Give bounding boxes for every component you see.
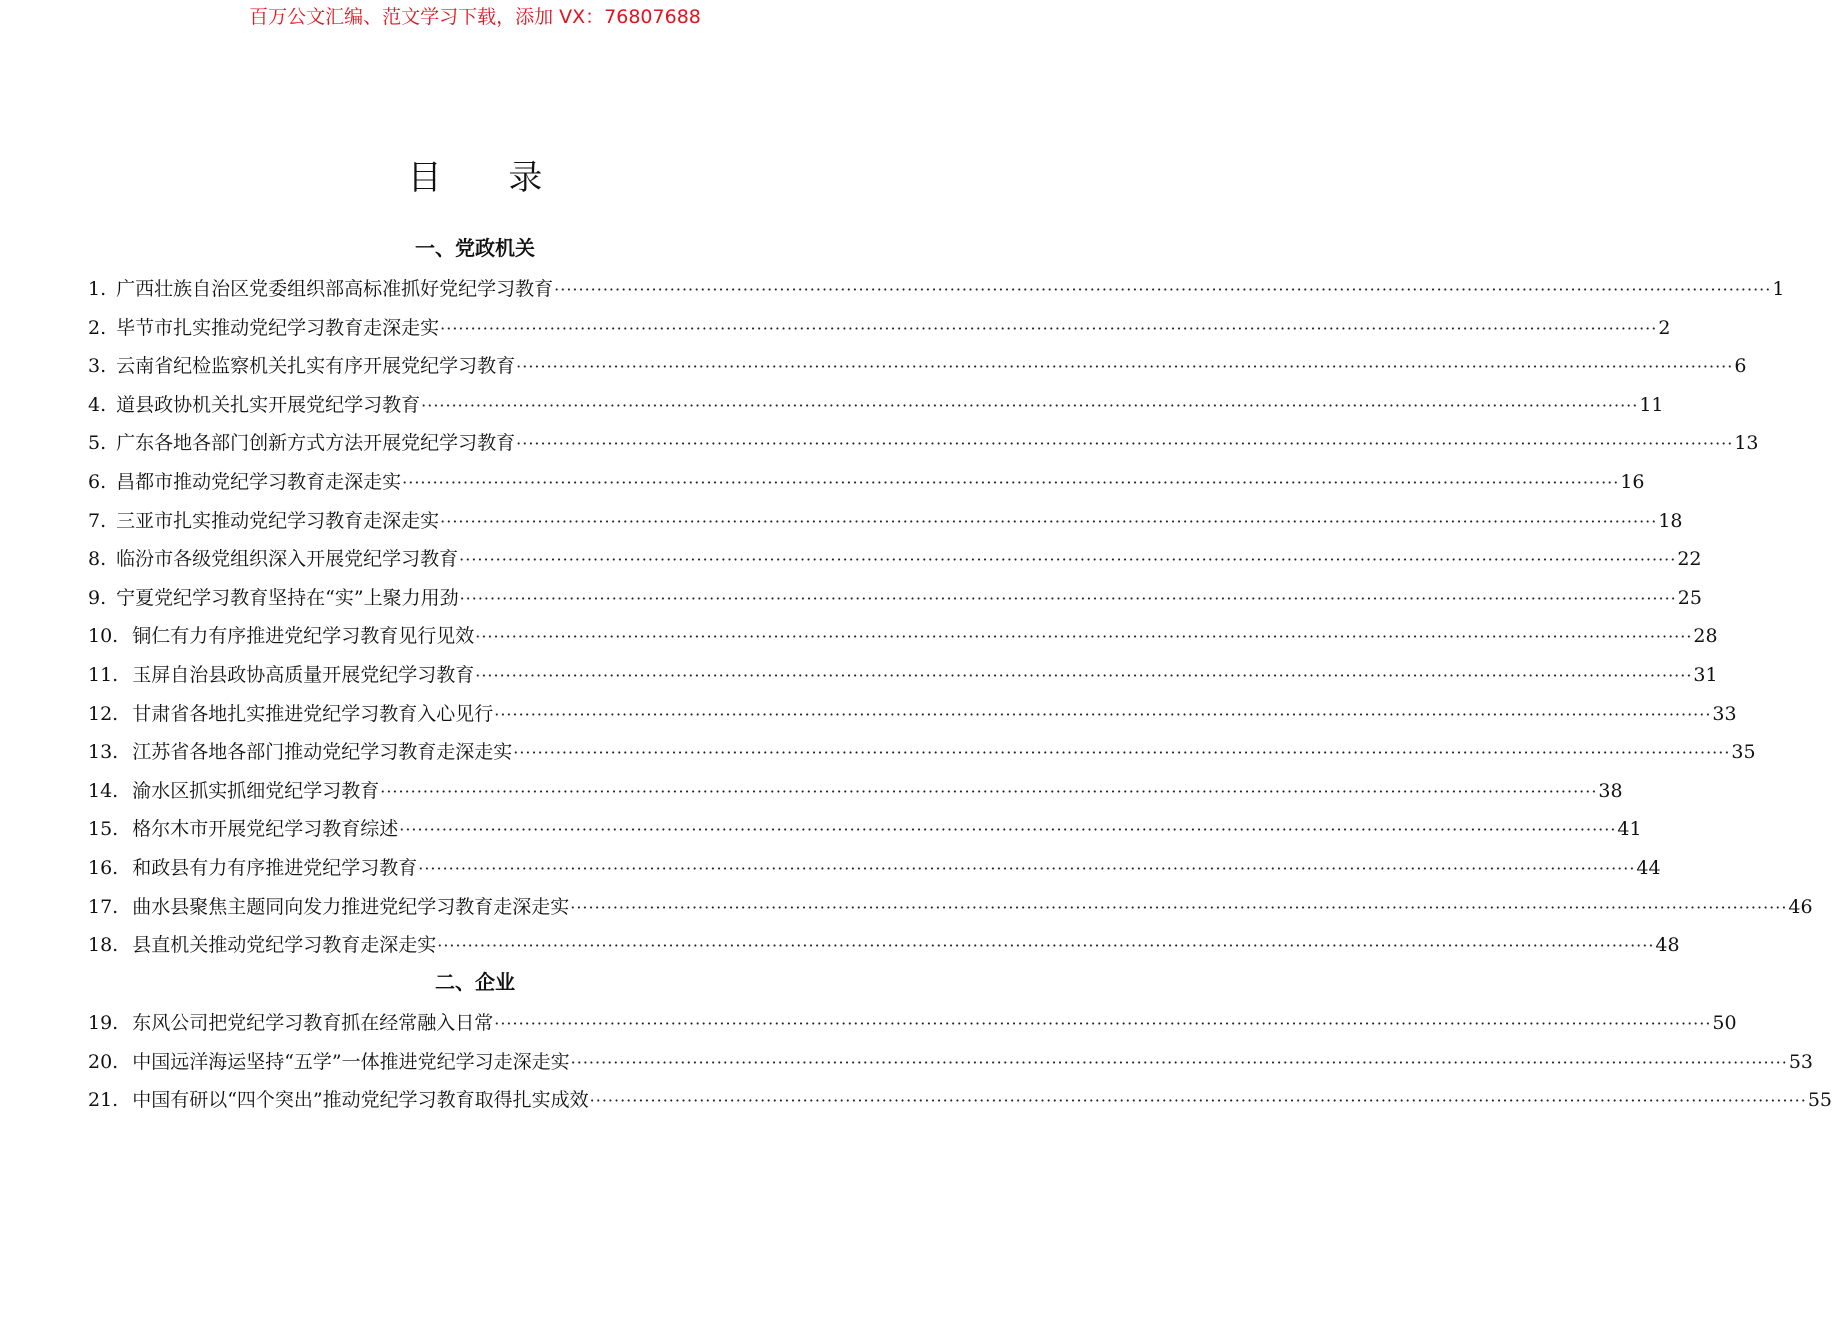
toc-entry-page: 16 [1620, 470, 1645, 493]
toc-dot-leader: ········································································································································································································ [380, 781, 1598, 801]
section-heading-2: 二、企业 [435, 970, 515, 994]
toc-list-2 [88, 1004, 1832, 1120]
toc-entry [88, 849, 1661, 888]
toc-entry [88, 772, 1623, 811]
toc-entry-page: 53 [1788, 1050, 1814, 1073]
toc-entry-page: 35 [1731, 741, 1756, 764]
toc-entry [88, 656, 1718, 695]
toc-entry-number: 14. [88, 779, 119, 802]
toc-entry-page: 6 [1734, 355, 1747, 378]
toc-entry [88, 386, 1664, 425]
toc-dot-leader: ········································································································································································································ [516, 357, 1734, 377]
toc-dot-leader: ········································································································································································································ [516, 434, 1734, 454]
toc-dot-leader: ········································································································································································································ [570, 1052, 1788, 1072]
toc-entry-number: 17. [88, 895, 119, 918]
toc-entry-page: 31 [1693, 663, 1718, 686]
toc-entry [88, 309, 1671, 348]
toc-entry-title: 三亚市扎实推动党纪学习教育走深走实 [116, 509, 440, 532]
toc-entry-title: 广西壮族自治区党委组织部高标准抓好党纪学习教育 [116, 278, 554, 300]
toc-entry-number: 8. [88, 548, 107, 571]
toc-dot-leader: ········································································································································································································ [399, 820, 1617, 840]
toc-dot-leader: ········································································································································································································ [459, 588, 1677, 608]
toc-entry-title: 宁夏党纪学习教育坚持在“实”上聚力用劲 [116, 586, 459, 609]
toc-entry-title: 昌都市推动党纪学习教育走深走实 [116, 470, 402, 493]
toc-entry [88, 1043, 1814, 1082]
toc-entry-page: 1 [1772, 278, 1785, 300]
toc-entry-number: 12. [88, 702, 119, 725]
toc-dot-leader: ········································································································································································································ [570, 897, 1788, 917]
toc-list-1 [88, 270, 1813, 965]
toc-entry-number: 13. [88, 741, 119, 764]
toc-entry-page: 28 [1693, 625, 1718, 648]
toc-entry-number: 10. [88, 625, 119, 648]
toc-entry [88, 347, 1747, 386]
toc-entry [88, 579, 1702, 618]
toc-entry-number: 5. [88, 432, 107, 455]
toc-entry-title: 江苏省各地各部门推动党纪学习教育走深走实 [132, 741, 513, 764]
toc-dot-leader: ········································································································································································································ [440, 511, 1658, 531]
toc-dot-leader: ········································································································································································································ [494, 704, 1712, 724]
toc-entry-number: 1. [88, 278, 107, 300]
toc-entry-title: 中国远洋海运坚持“五学”一体推进党纪学习走深走实 [132, 1050, 570, 1073]
toc-entry-number: 4. [88, 393, 107, 416]
toc-entry-title: 玉屏自治县政协高质量开展党纪学习教育 [132, 663, 475, 686]
toc-entry-number: 9. [88, 586, 107, 609]
toc-entry [88, 502, 1683, 541]
toc-entry-page: 46 [1788, 895, 1813, 918]
toc-entry [88, 888, 1813, 927]
toc-entry [88, 540, 1702, 579]
toc-entry [88, 1081, 1832, 1120]
toc-entry-number: 3. [88, 355, 107, 378]
toc-entry [88, 695, 1737, 734]
toc-dot-leader: ········································································································································································································ [459, 550, 1677, 570]
toc-entry-number: 19. [88, 1012, 119, 1034]
toc-dot-leader: ········································································································································································································ [440, 318, 1658, 338]
toc-entry-number: 2. [88, 316, 107, 339]
toc-entry-page: 22 [1677, 548, 1702, 571]
toc-entry-title: 临汾市各级党组织深入开展党纪学习教育 [116, 548, 459, 571]
toc-entry-page: 48 [1655, 934, 1680, 957]
toc-entry-title: 曲水县聚焦主题同向发力推进党纪学习教育走深走实 [132, 895, 570, 918]
toc-entry-page: 38 [1598, 779, 1623, 802]
toc-entry [88, 270, 1785, 309]
toc-entry-page: 44 [1636, 856, 1661, 879]
toc-entry-number: 20. [88, 1050, 119, 1073]
toc-entry [88, 733, 1756, 772]
toc-entry-title: 甘肃省各地扎实推进党纪学习教育入心见行 [132, 702, 494, 725]
toc-entry-number: 16. [88, 856, 119, 879]
toc-entry [88, 1004, 1737, 1043]
toc-dot-leader: ········································································································································································································ [554, 280, 1772, 299]
toc-entry-page: 18 [1658, 509, 1683, 532]
toc-entry-page: 55 [1807, 1089, 1832, 1112]
toc-entry-page: 13 [1734, 432, 1759, 455]
toc-dot-leader: ········································································································································································································ [421, 395, 1639, 415]
toc-entry-page: 50 [1712, 1012, 1737, 1034]
toc-entry-title: 毕节市扎实推动党纪学习教育走深走实 [116, 316, 440, 339]
toc-dot-leader: ········································································································································································································ [475, 665, 1693, 685]
toc-entry-title: 县直机关推动党纪学习教育走深走实 [132, 934, 437, 957]
toc-entry-title: 渝水区抓实抓细党纪学习教育 [132, 779, 380, 802]
toc-entry-title: 道县政协机关扎实开展党纪学习教育 [116, 393, 421, 416]
toc-entry-number: 11. [88, 663, 119, 686]
toc-dot-leader: ········································································································································································································ [437, 936, 1655, 956]
toc-entry [88, 617, 1718, 656]
toc-entry [88, 810, 1642, 849]
toc-entry [88, 463, 1645, 502]
toc-entry-title: 东风公司把党纪学习教育抓在经常融入日常 [132, 1012, 494, 1034]
toc-entry-page: 11 [1639, 393, 1664, 416]
toc-entry-number: 18. [88, 934, 119, 957]
toc-entry-title: 云南省纪检监察机关扎实有序开展党纪学习教育 [116, 355, 516, 378]
toc-entry-number: 15. [88, 818, 119, 841]
section-heading-1: 一、党政机关 [415, 236, 535, 260]
toc-dot-leader: ········································································································································································································ [475, 627, 1693, 647]
toc-dot-leader: ········································································································································································································ [402, 472, 1620, 492]
page-title: 目 录 [407, 158, 571, 198]
toc-dot-leader: ········································································································································································································ [494, 1014, 1712, 1033]
toc-entry-title: 格尔木市开展党纪学习教育综述 [132, 818, 399, 841]
toc-entry-page: 2 [1658, 316, 1671, 339]
toc-dot-leader: ········································································································································································································ [513, 743, 1731, 763]
toc-dot-leader: ········································································································································································································ [418, 858, 1636, 878]
toc-entry [88, 424, 1759, 463]
toc-entry-page: 41 [1617, 818, 1642, 841]
toc-entry-title: 中国有研以“四个突出”推动党纪学习教育取得扎实成效 [132, 1089, 589, 1112]
toc-entry-number: 6. [88, 470, 107, 493]
watermark-banner: 百万公文汇编、范文学习下载，添加 VX：76807688 [249, 6, 701, 28]
toc-entry-number: 21. [88, 1089, 119, 1112]
toc-entry-page: 33 [1712, 702, 1737, 725]
toc-dot-leader: ········································································································································································································ [589, 1091, 1807, 1111]
toc-entry-page: 25 [1677, 586, 1702, 609]
toc-entry-title: 和政县有力有序推进党纪学习教育 [132, 856, 418, 879]
toc-entry-title: 广东各地各部门创新方式方法开展党纪学习教育 [116, 432, 516, 455]
toc-entry-number: 7. [88, 509, 107, 532]
toc-entry [88, 926, 1680, 965]
toc-entry-title: 铜仁有力有序推进党纪学习教育见行见效 [132, 625, 475, 648]
